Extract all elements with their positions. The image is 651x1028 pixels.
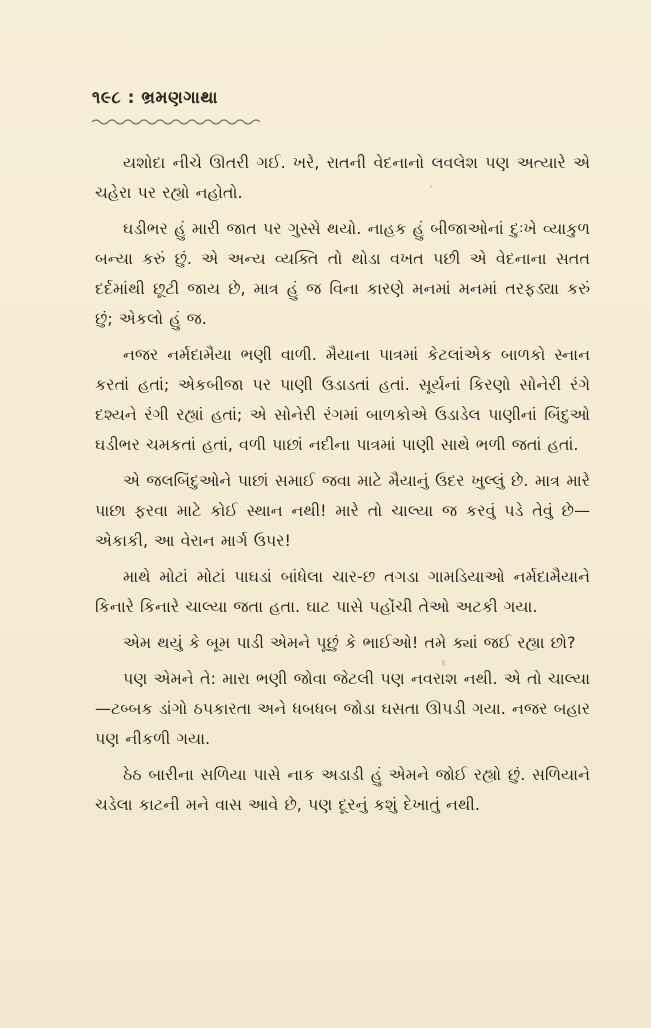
- paragraph-4: એ જલબિંદુઓને પાછાં સમાઈ જવા માટે મૈયાનું ઉદર ખુલ્લું છે. માત્ર મારે પાછા ફરવા માટે કોઈ સ્થાન નથી! મારે તો ચાલ્યા જ કરવું પડે તેવું છે—એકાકી, આ વેરાન માર્ગ ઉપર!: [95, 471, 590, 550]
- paragraph-7: પણ એમને તે: મારા ભણી જોવા જેટલી પણ નવરાશ નથી. એ તો ચાલ્યા—ટબ્બક ડાંગો ઠપકારતા અને ધબધબ જોડા ઘસતા ઊપડી ગયા. નજર બહાર પણ નીકળી ગયા.: [95, 669, 590, 748]
- paragraph-6: એમ થયું કે બૂમ પાડી એમને પૂછું કે ભાઈઓ! તમે ક્યાં જઈ રહ્યા છો?: [123, 633, 576, 652]
- paragraph-2: ઘડીભર હું મારી જાત પર ગુસ્સે થયો. નાહક હું બીજાઓનાં દુઃખે વ્યાકુળ બન્યા કરું છું. એ અન્ય વ્યક્તિ તો થોડા વખત પછી એ વેદનાના સતત દર્દમાંથી છૂટી જાય છે, માત્ર હું જ વિના કારણે મનમાં મનમાં તરફડ્યા કરું છું; એકલો હું જ.: [95, 219, 590, 328]
- paper-speck: [430, 185, 432, 188]
- paragraph-1: યશોદા નીચે ઊતરી ગઈ. ખરે, રાતની વેદનાનો લવલેશ પણ અત્યારે એ ચહેરા પર રહ્યો નહોતો.: [95, 153, 590, 202]
- page-body: [95, 148, 590, 826]
- header-wavy-rule: [92, 118, 262, 126]
- running-head: ૧૯૮ : ભ્રમણગાથા: [92, 88, 219, 108]
- paragraph-3: નજર નર્મદામૈયા ભણી વાળી. મૈયાના પાત્રમાં કેટલાંએક બાળકો સ્નાન કરતાં હતાં; એકબીજા પર પાણી ઉડાડતાં હતાં. સૂર્યનાં કિરણો સોનેરી રંગે દશ્યને રંગી રહ્યાં હતાં; એ સોનેરી રંગમાં બાળકોએ ઉડાડેલ પાણીનાં બિંદુઓ ઘડીભર ચમકતાં હતાં, વળી પાછાં નદીના પાત્રમાં પાણી સાથે ભળી જતાં હતાં.: [95, 345, 590, 454]
- paragraph-5: માથે મોટાં મોટાં પાઘડાં બાંધેલા ચાર-છ તગડા ગામડિયાઓ નર્મદામૈયાને કિનારે કિનારે ચાલ્યા જતા હતા. ઘાટ પાસે પહોંચી તેઓ અટકી ગયા.: [95, 567, 590, 616]
- paragraph-8: ઠેઠ બારીના સળિયા પાસે નાક અડાડી હું એમને જોઈ રહ્યો છું. સળિયાને ચડેલા કાટની મને વાસ આવે છે, પણ દૂરનું કશું દેખાતું નથી.: [95, 765, 590, 814]
- paper-speck: [442, 660, 445, 666]
